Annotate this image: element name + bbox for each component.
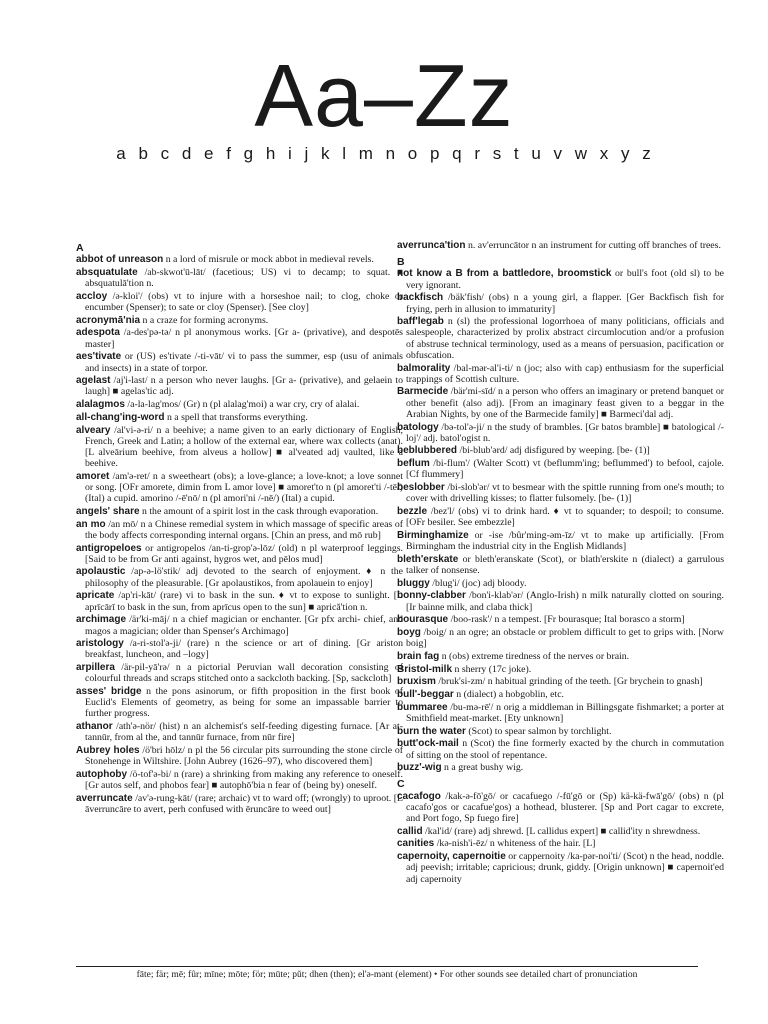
right-column [397, 240, 724, 886]
entry-headword: cacafogo [397, 790, 441, 802]
dictionary-entry [397, 363, 724, 385]
entry-definition: /ath'ə-nör/ (hist) n an alchemist's self-feeding digesting furnace. [Ar at-tannūr, from al the, and tannūr furnace, from nūr fire] [85, 721, 404, 744]
entry-headword: averruncate [76, 792, 133, 804]
entry-definition: or cappernoity /ka-pər-noi'ti/ (Scot) n the head, noddle. adj peevish; irritable; capricious; drunk, giddy. [Origin unknown] ■ capernoit'ed adj capernoity [406, 851, 724, 885]
entry-headword: an mo [76, 518, 106, 530]
entry-headword: acronymā'nia [76, 314, 141, 326]
dictionary-entry [76, 769, 403, 791]
entry-headword: balmorality [397, 362, 451, 374]
dictionary-entry [397, 664, 724, 675]
entry-headword: alveary [76, 424, 111, 436]
entry-definition: /ə-kloi'/ (obs) vt to injure with a horseshoe nail; to clog, choke or encumber (Spenser); to sate or cloy (Spenser). [See cloy] [85, 290, 404, 314]
dictionary-entry [397, 506, 724, 528]
entry-definition: or bull's foot (old sl) to be very ignorant. [406, 268, 725, 291]
entry-headword: bezzle [397, 505, 428, 517]
entry-headword: beblubbered [397, 445, 458, 457]
entry-definition: /al'vi-ə-ri/ n a beehive; a name given to an early dictionary of English, French, Greek and Latin; a hollow of the external ear, where wax collects (anat). [L alveārium beehive, from alveus a hollow] ■ al'veated adj vaulted, like a beehive. [85, 424, 403, 470]
entry-definition: /är-pil-yā'rə/ n a pictorial Peruvian wall decoration consisting of colourful threads and scraps stitched onto a sackcloth backing. [Sp, sackcloth] [85, 662, 403, 685]
entry-headword: backfisch [397, 292, 444, 304]
dictionary-entry [397, 530, 724, 552]
dictionary-entry [76, 412, 403, 423]
dictionary-entry [397, 651, 724, 662]
pronunciation-footer: fāte; fär; mē; fûr; mīne; mōte; för; mūte; pŭt; dhen (then); el'ə-mənt (element) • For other sounds see detailed chart of pronunciation [76, 966, 698, 980]
entry-definition: /bi-blub'ərd/ adj disfigured by weeping. [be- (1)] [459, 445, 650, 457]
entry-definition: /ö-tof'ə-bi/ n (rare) a shrinking from making any reference to oneself. [Gr autos self, and phobos fear] ■ autophō'bia n fear of (being by) oneself. [85, 768, 403, 792]
section-letter: B [397, 256, 405, 269]
dictionary-entry [397, 240, 724, 251]
entry-definition: n sherry (17c joke). [454, 663, 532, 675]
entry-definition: n a lord of misrule or mock abbot in medieval revels. [165, 254, 374, 266]
dictionary-entry [397, 482, 724, 504]
entry-headword: aes'tivate [76, 351, 122, 363]
entry-headword: Bristol-milk [397, 663, 453, 675]
entry-headword: brain fag [397, 650, 440, 662]
entry-headword: beflum [397, 458, 430, 470]
entry-headword: boyg [397, 627, 421, 638]
entry-headword: batology [397, 421, 439, 433]
entry-headword: canities [397, 838, 435, 850]
entry-headword: angels' share [76, 505, 140, 517]
entry-headword: bruxism [397, 676, 436, 688]
entry-definition: /a-ri-stol'ə-ji/ (rare) n the science or art of dining. [Gr ariston breakfast, luncheon, and –logy] [85, 638, 403, 661]
entry-definition: /boo-rask'/ n a tempest. [Fr bourasque; Ital borasco a storm] [450, 614, 685, 626]
dictionary-entry [76, 291, 403, 313]
entry-headword: Birminghamize [397, 529, 469, 541]
entry-definition: /ap-ə-lö'stik/ adj devoted to the search of enjoyment. ♦ n the philosophy of the pleasurable. [Gr apolaustikos, from apolauein to enjoy] [85, 566, 404, 589]
dictionary-entry [397, 689, 724, 700]
entry-headword: not know a B from a battledore, broomstick [397, 268, 612, 280]
entry-definition: n the amount of a spirit lost in the cask through evaporation. [141, 505, 379, 517]
left-column [76, 240, 403, 817]
entry-headword: archimage [76, 614, 127, 626]
entry-headword: Aubrey holes [76, 745, 140, 757]
entry-definition: n (dialect) a hobgoblin, etc. [456, 689, 565, 701]
dictionary-entry [76, 519, 403, 541]
dictionary-entry [397, 826, 724, 837]
dictionary-entry [397, 738, 724, 760]
entry-definition: /bal-mər-al'i-ti/ n (joc; also with cap) enthusiasm for the superficial trappings of Scottish culture. [406, 362, 724, 385]
dictionary-entry [397, 726, 724, 737]
dictionary-entry [76, 590, 403, 612]
dictionary-entry [76, 327, 403, 349]
entry-definition: n (Scot) the fine formerly exacted by the church in commutation of sitting on the stool of repentance. [406, 738, 724, 761]
dictionary-entry [76, 254, 403, 265]
entry-definition: /bruk'si-zm/ n habitual grinding of the teeth. [Gr brychein to gnash] [438, 676, 703, 688]
dictionary-entry [76, 662, 403, 684]
entry-headword: athanor [76, 721, 113, 733]
dictionary-entry [76, 375, 403, 397]
entry-headword: autophoby [76, 768, 128, 780]
section-letter: C [397, 778, 405, 791]
entry-definition: n a spell that transforms everything. [166, 411, 308, 423]
dictionary-entry [397, 838, 724, 849]
entry-definition: or -ise /bûr'ming-əm-īz/ vt to make up artificially. [From Birmingham the industrial city in the English Midlands] [406, 529, 724, 553]
entry-headword: aristology [76, 638, 124, 650]
dictionary-entry [397, 762, 724, 773]
page-title: Aa–Zz [254, 46, 514, 145]
entry-headword: all-chang'ing-word [76, 411, 165, 423]
entry-definition: /ap'ri-kāt/ (rare) vi to bask in the sun. ♦ vt to expose to sunlight. [L aprīcārī to bask in the sun, from aprīcus open to the sun] ■ aprică'tion n. [85, 590, 403, 613]
dictionary-entry [397, 292, 724, 314]
entry-definition: /bon'i-klab'ər/ (Anglo-Irish) n milk naturally clotted on souring. [Ir bainne milk, and claba thick] [406, 590, 724, 613]
entry-definition: /aj'i-last/ n a person who never laughs. [Gr a- (privative), and gelaein to laugh] ■ agelas'tic adj. [85, 375, 403, 398]
section-letter: A [76, 242, 84, 254]
entry-definition: /kə-nish'i-ēz/ n whiteness of the hair. [L] [436, 838, 596, 850]
entry-definition: n a craze for forming acronyms. [142, 314, 269, 326]
dictionary-entry [397, 268, 724, 290]
dictionary-entry [76, 543, 403, 565]
entry-definition: /bi-flum'/ (Walter Scott) vt (beflumm'ing; beflummed') to befool, cajole. [Cf flummery] [406, 458, 725, 481]
dictionary-entry [76, 315, 403, 326]
entry-definition: /bez'l/ (obs) vi to drink hard. ♦ vt to squander; to despoil; to consume. [OFr besiler. See embezzle] [406, 505, 724, 529]
dictionary-entry [76, 351, 403, 373]
entry-headword: apolaustic [76, 566, 126, 578]
entry-headword: baff'legab [397, 316, 444, 328]
entry-headword: bummaree [397, 701, 448, 713]
entry-definition: /bäk'fish/ (obs) n a young girl, a flapper. [Ger Backfisch fish for frying, perh in allusion to immaturity] [406, 292, 725, 315]
entry-definition: /bə-tol'ə-ji/ n the study of brambles. [Gr batos bramble] ■ batological /-loj'/ adj. batol'ogist n. [406, 421, 725, 444]
entry-definition: /bär'mi-sīd/ n a person who offers an imaginary or pretend banquet or other benefit (also adj). [From an imaginary feast given to a beggar in the Arabian Nights, by one of the Barmecide family] ■ Barmeci'dal adj. [406, 386, 724, 420]
entry-headword: beslobber [397, 482, 445, 494]
entry-headword: antigropeloes [76, 542, 142, 554]
dictionary-entry [76, 745, 403, 767]
dictionary-entry [397, 422, 724, 444]
entry-headword: Barmecide [397, 386, 449, 398]
entry-headword: alalagmos [76, 399, 125, 411]
entry-headword: abbot of unreason [76, 254, 164, 266]
dictionary-entry [76, 425, 403, 470]
entry-headword: bleth'erskate [397, 553, 459, 565]
dictionary-entry [397, 614, 724, 625]
dictionary-entry [397, 578, 724, 589]
entry-definition: /kak-ə-fō'gō/ or cacafuego /-fū'gō or (Sp) kä-kä-fwā'gō/ (obs) n (pl cacafo'gos or cacafue'gos) a hothead, blusterer. [Sp and Port cagar to excrete, and Port fogo, Sp fuego fire] [406, 790, 725, 825]
entry-headword: capernoity, capernoitie [397, 851, 506, 863]
entry-headword: amoret [76, 470, 110, 482]
alphabet-line: a b c d e f g h i j k l m n o p q r s t u v w x y z [116, 144, 652, 163]
entry-definition: /am'ə-ret/ n a sweetheart (obs); a love-glance; a love-knot; a love sonnet or song. [OFr amorete, dimin from L amor love] ■ amoret'to n (pl amoret'ti /-tē/) (Ital) a cupid. amorino /-ē'nō/ n (pl amori'ni /-nē/) (Ital) a cupid. [85, 470, 403, 505]
dictionary-entry [76, 506, 403, 517]
entry-definition: n a great bushy wig. [444, 762, 524, 774]
entry-definition: /bu-mə-rē'/ n orig a middleman in Billingsgate fishmarket; a porter at Smithfield meat-market. [Ety unknown] [406, 701, 724, 724]
entry-definition: n (sl) the professional logorrhoea of many politicians, officials and salespeople, characterized by prolix abstract circumlocution and/or a profusion of abstruse technical terminology, used as a means of persuasion, pacification or obfuscation. [406, 316, 725, 361]
dictionary-entry [397, 316, 724, 361]
dictionary-entry [76, 399, 403, 410]
entry-definition: /bi-slob'ər/ vt to besmear with the spittle running from one's mouth; to cover with drivelling kisses; to flatter fulsomely. [be- (1)] [406, 482, 725, 505]
entry-headword: apricate [76, 590, 115, 602]
entry-definition: /ö'bri hōlz/ n pl the 56 circular pits surrounding the stone circle of Stonehenge in Wiltshire. [John Aubrey (1626–97), who discovered them] [85, 745, 403, 768]
entry-headword: averrunca'tion [397, 240, 466, 251]
entry-headword: buzz'-wig [397, 762, 442, 774]
entry-headword: callid [397, 825, 423, 837]
dictionary-entry [76, 566, 403, 588]
entry-headword: butt'ock-mail [397, 738, 459, 750]
dictionary-entry [397, 386, 724, 420]
entry-headword: adespota [76, 327, 120, 339]
dictionary-entry [397, 627, 724, 649]
entry-definition: n the pons asinorum, or fifth proposition in the first book of Euclid's Elements of geometry, as being for some an impassable barrier to further progress. [85, 686, 403, 720]
entry-definition: /är'ki-māj/ n a chief magician or enchanter. [Gr pfx archi- chief, and magos a magician; older than Spenser's Archimago] [85, 614, 403, 637]
entry-headword: absquatulate [76, 266, 138, 278]
entry-headword: accloy [76, 290, 108, 302]
dictionary-entry [76, 614, 403, 636]
entry-definition: (Scot) to spear salmon by torchlight. [468, 725, 612, 737]
entry-headword: agelast [76, 375, 111, 387]
dictionary-entry [397, 791, 724, 825]
entry-definition: /av'ə-rung-kāt/ (rare; archaic) vt to ward off; (wrongly) to uproot. [L āverruncāre to avert, perh confused with ēruncāre to weed out] [85, 792, 404, 816]
entry-definition: /a-des'pə-tə/ n pl anonymous works. [Gr a- (privative), and despotēs master] [85, 327, 403, 350]
dictionary-entry [397, 702, 724, 724]
dictionary-entry [397, 851, 724, 885]
dictionary-entry [76, 721, 403, 743]
entry-headword: burn the water [397, 725, 466, 737]
entry-headword: bull'-beggar [397, 689, 454, 701]
dictionary-entry [76, 471, 403, 505]
dictionary-entry [76, 638, 403, 660]
dictionary-entry [397, 458, 724, 480]
entry-headword: arpillera [76, 662, 115, 674]
entry-definition: /a-la-lag'mos/ (Gr) n (pl alalag'moi) a war cry, cry of alalai. [127, 399, 360, 411]
dictionary-entry [397, 590, 724, 612]
dictionary-entry [76, 267, 403, 289]
entry-headword: bonny-clabber [397, 590, 466, 602]
entry-definition: /kal'id/ (rare) adj shrewd. [L callidus expert] ■ callid'ity n shrewdness. [425, 825, 701, 837]
entry-headword: bourasque [397, 614, 449, 626]
dictionary-entry [397, 445, 724, 456]
entry-headword: bluggy [397, 577, 430, 589]
dictionary-entry [76, 686, 403, 720]
entry-definition: or (US) es'tivate /-ti-vāt/ vi to pass the summer, esp (usu of animals and insects) in a state of torpor. [85, 351, 403, 374]
entry-headword: asses' bridge [76, 686, 142, 698]
entry-definition: /an mō/ n a Chinese remedial system in which massage of specific areas of the body affects corresponding internal organs. [Chin an press, and mō rub] [85, 518, 403, 541]
entry-definition: /ab-skwot'ū-lāt/ (facetious; US) vi to decamp; to squat. ■ absquatulā'tion n. [85, 266, 403, 290]
dictionary-entry [397, 554, 724, 576]
entry-definition: or antigropelos /an-ti-grop'ə-lōz/ (old) n pl waterproof leggings. [Said to be from Gr anti against, hygros wet, and pēlos mud] [85, 542, 403, 565]
entry-definition: /boig/ n an ogre; an obstacle or problem difficult to get to grips with. [Norw boig] [406, 627, 725, 650]
dictionary-entry [397, 676, 724, 687]
entry-definition: or bleth'eranskate (Scot), or blath'erskite n (dialect) a garrulous talker of nonsense. [406, 553, 725, 576]
entry-definition: /blug'i/ (joc) adj bloody. [432, 577, 527, 589]
entry-definition: n. av'erruncātor n an instrument for cutting off branches of trees. [467, 240, 721, 251]
dictionary-entry [76, 793, 403, 815]
entry-definition: n (obs) extreme tiredness of the nerves or brain. [441, 650, 630, 662]
